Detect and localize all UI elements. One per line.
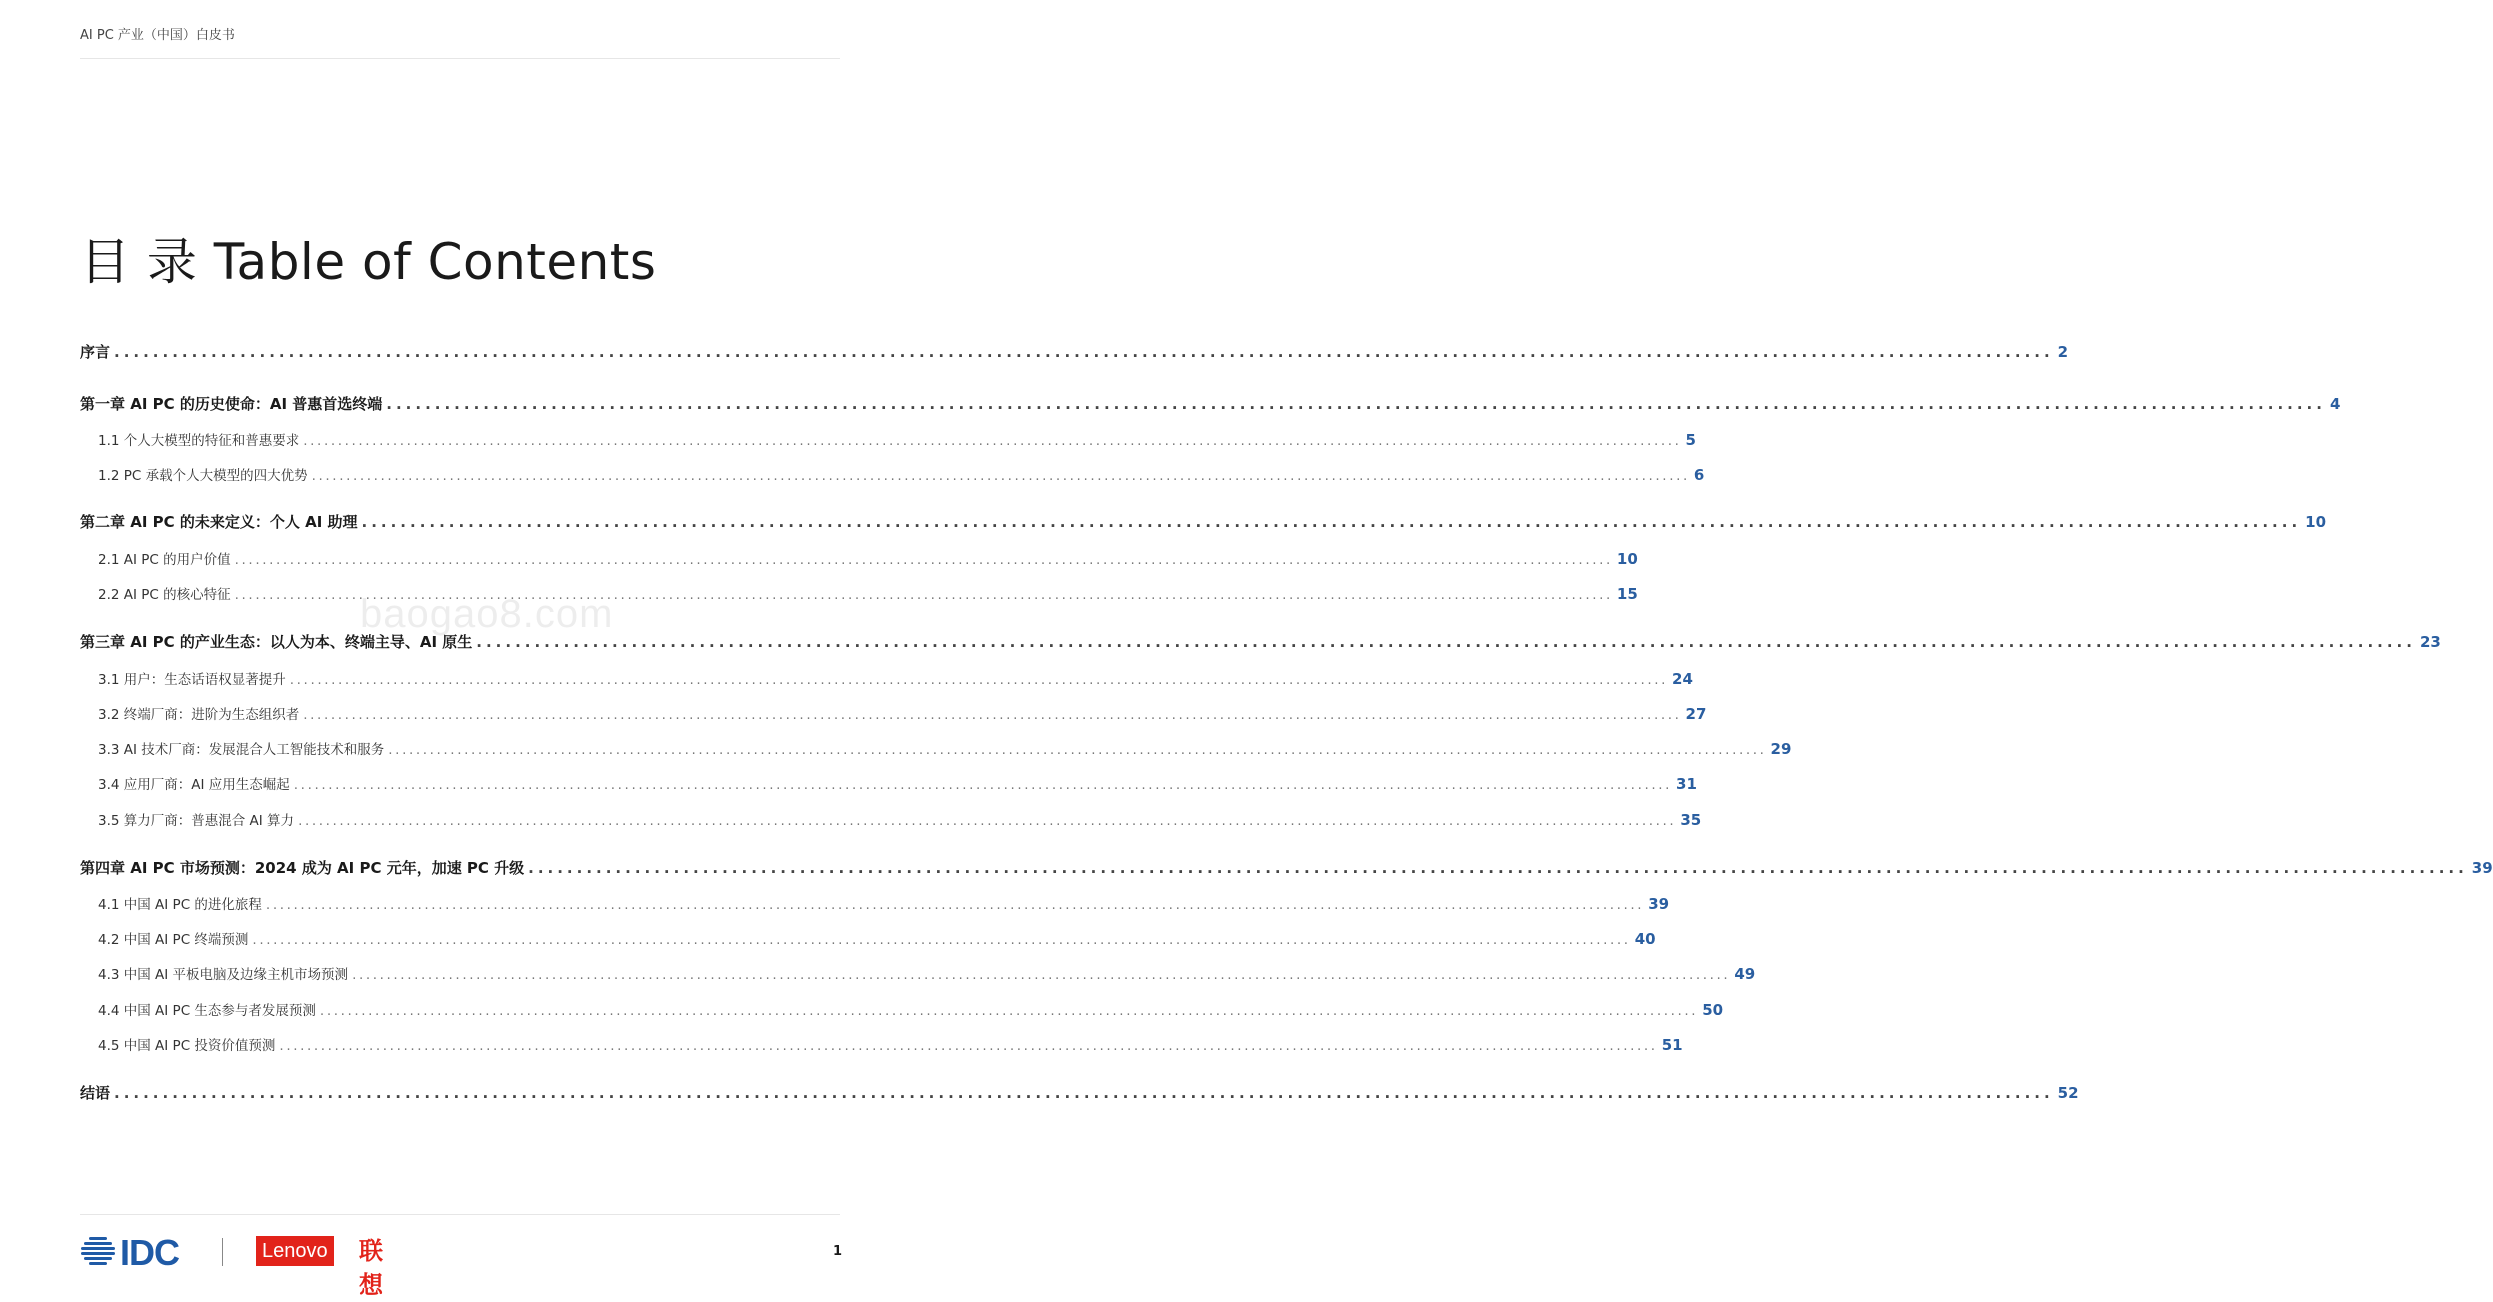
toc-leader-dots: ........................................................................................................................................................................................................ [528, 859, 2468, 877]
toc-entry-section-4-5[interactable] [80, 1034, 1683, 1054]
toc-entry-section-2-2[interactable] [80, 583, 1638, 603]
toc-entry-label: 3.1 用户：生态话语权显著提升 [98, 672, 286, 688]
toc-leader-dots: ........................................................................................................................................................................................................ [303, 433, 1682, 449]
idc-logo-text: IDC [120, 1232, 179, 1273]
toc-page-number: 5 [1685, 431, 1696, 449]
toc-entry-label: 2.2 AI PC 的核心特征 [98, 587, 231, 603]
toc-entry-section-3-2[interactable] [80, 703, 1707, 723]
toc-leader-dots: ........................................................................................................................................................................................................ [234, 587, 1613, 603]
toc-entry-section-3-3[interactable] [80, 738, 1792, 758]
toc-entry-label: 3.4 应用厂商：AI 应用生态崛起 [98, 777, 290, 793]
toc-leader-dots: ........................................................................................................................................................................................................ [311, 468, 1690, 484]
toc-entry-label: 第一章 AI PC 的历史使命：AI 普惠首选终端 [80, 395, 383, 413]
toc-entry-label: 第三章 AI PC 的产业生态：以人为本、终端主导、AI 原生 [80, 633, 473, 651]
toc-leader-dots: ........................................................................................................................................................................................................ [252, 932, 1631, 948]
toc-entry-label: 1.2 PC 承载个人大模型的四大优势 [98, 468, 308, 484]
toc-entry-section-1-1[interactable] [80, 429, 1696, 449]
toc-entry-section-3-5[interactable] [80, 809, 1702, 829]
toc-page-number: 4 [2329, 395, 2341, 413]
toc-page-number: 50 [1702, 1001, 1724, 1019]
toc-page-number: 51 [1661, 1036, 1683, 1054]
toc-leader-dots: ........................................................................................................................................................................................................ [361, 513, 2302, 531]
running-header: AI PC 产业（中国）白皮书 [80, 28, 235, 43]
idc-logo [80, 1232, 192, 1273]
toc-page-number: 39 [2471, 859, 2493, 877]
toc-leader-dots: ........................................................................................................................................................................................................ [265, 897, 1645, 913]
toc-entry-label: 3.2 终端厂商：进阶为生态组织者 [98, 707, 300, 723]
toc-leader-dots: ........................................................................................................................................................................................................ [352, 967, 1731, 983]
toc-entry-chapter-3[interactable] [80, 631, 2441, 652]
toc-entry-conclusion[interactable] [80, 1082, 2079, 1103]
toc-entry-section-3-1[interactable] [80, 668, 1693, 688]
toc-entry-label: 序言 [80, 343, 111, 361]
toc-entry-label: 4.4 中国 AI PC 生态参与者发展预测 [98, 1003, 316, 1019]
toc-entry-section-4-2[interactable] [80, 928, 1656, 948]
toc-entry-label: 结语 [80, 1084, 111, 1102]
footer-divider [80, 1214, 840, 1215]
toc-page-number: 10 [2305, 513, 2327, 531]
toc-entry-chapter-2[interactable] [80, 511, 2327, 532]
toc-entry-section-4-4[interactable] [80, 999, 1724, 1019]
toc-leader-dots: ........................................................................................................................................................................................................ [279, 1038, 1658, 1054]
toc-page-number: 35 [1680, 811, 1702, 829]
toc-page-number: 6 [1693, 466, 1705, 484]
toc-page-number: 2 [2057, 343, 2069, 361]
toc-leader-dots: ........................................................................................................................................................................................................ [303, 707, 1682, 723]
toc-entry-label: 1.1 个人大模型的特征和普惠要求 [98, 433, 300, 449]
toc-entry-section-3-4[interactable] [80, 773, 1697, 793]
toc-entry-label: 第二章 AI PC 的未来定义：个人 AI 助理 [80, 513, 358, 531]
toc-entry-label: 4.3 中国 AI 平板电脑及边缘主机市场预测 [98, 967, 349, 983]
toc-entry-label: 2.1 AI PC 的用户价值 [98, 552, 231, 568]
lenovo-logo: Lenovo [256, 1236, 334, 1266]
toc-leader-dots: ........................................................................................................................................................................................................ [386, 395, 2326, 413]
idc-globe-icon [80, 1234, 116, 1268]
toc-page-number: 15 [1616, 585, 1638, 603]
toc-leader-dots: ........................................................................................................................................................................................................ [293, 777, 1673, 793]
logo-divider [222, 1238, 223, 1266]
toc-entry-label: 4.2 中国 AI PC 终端预测 [98, 932, 249, 948]
toc-leader-dots: ........................................................................................................................................................................................................ [388, 742, 1767, 758]
toc-entry-label: 4.1 中国 AI PC 的进化旅程 [98, 897, 262, 913]
toc-entry-section-1-2[interactable] [80, 464, 1705, 484]
toc-leader-dots: ........................................................................................................................................................................................................ [476, 633, 2416, 651]
toc-entry-section-4-1[interactable] [80, 893, 1670, 913]
toc-leader-dots: ........................................................................................................................................................................................................ [114, 1084, 2054, 1102]
toc-entry-label: 3.5 算力厂商：普惠混合 AI 算力 [98, 813, 295, 829]
watermark: baogao8.com [360, 592, 614, 636]
toc-entry-label: 3.3 AI 技术厂商：发展混合人工智能技术和服务 [98, 742, 385, 758]
toc-entry-chapter-4[interactable] [80, 857, 2493, 878]
toc-page-number: 40 [1634, 930, 1656, 948]
toc-leader-dots: ........................................................................................................................................................................................................ [298, 813, 1677, 829]
toc-leader-dots: ........................................................................................................................................................................................................ [289, 672, 1669, 688]
toc-leader-dots: ........................................................................................................................................................................................................ [319, 1003, 1699, 1019]
toc-entry-chapter-1[interactable] [80, 393, 2341, 414]
toc-leader-dots: ........................................................................................................................................................................................................ [234, 552, 1613, 568]
toc-page-number: 27 [1685, 705, 1707, 723]
toc-entry-section-4-3[interactable] [80, 963, 1756, 983]
toc-page-number: 31 [1676, 775, 1697, 793]
header-divider [80, 58, 840, 59]
toc-page-number: 29 [1770, 740, 1792, 758]
toc-entry-label: 第四章 AI PC 市场预测：2024 成为 AI PC 元年，加速 PC 升级 [80, 859, 525, 877]
toc-page-number: 39 [1648, 895, 1670, 913]
toc-entry-preface[interactable] [80, 341, 2069, 362]
toc-leader-dots: ........................................................................................................................................................................................................ [114, 343, 2054, 361]
toc-page-number: 10 [1616, 550, 1638, 568]
toc-page-number: 49 [1734, 965, 1756, 983]
lenovo-cn-logo: 联想 [359, 1237, 383, 1299]
toc-entry-section-2-1[interactable] [80, 548, 1638, 568]
toc-page-number: 23 [2419, 633, 2441, 651]
page-number: 1 [832, 1244, 842, 1259]
page-title: 目 录 Table of Contents [80, 232, 657, 291]
toc-entry-label: 4.5 中国 AI PC 投资价值预测 [98, 1038, 276, 1054]
toc-page-number: 24 [1672, 670, 1693, 688]
toc-page-number: 52 [2057, 1084, 2079, 1102]
